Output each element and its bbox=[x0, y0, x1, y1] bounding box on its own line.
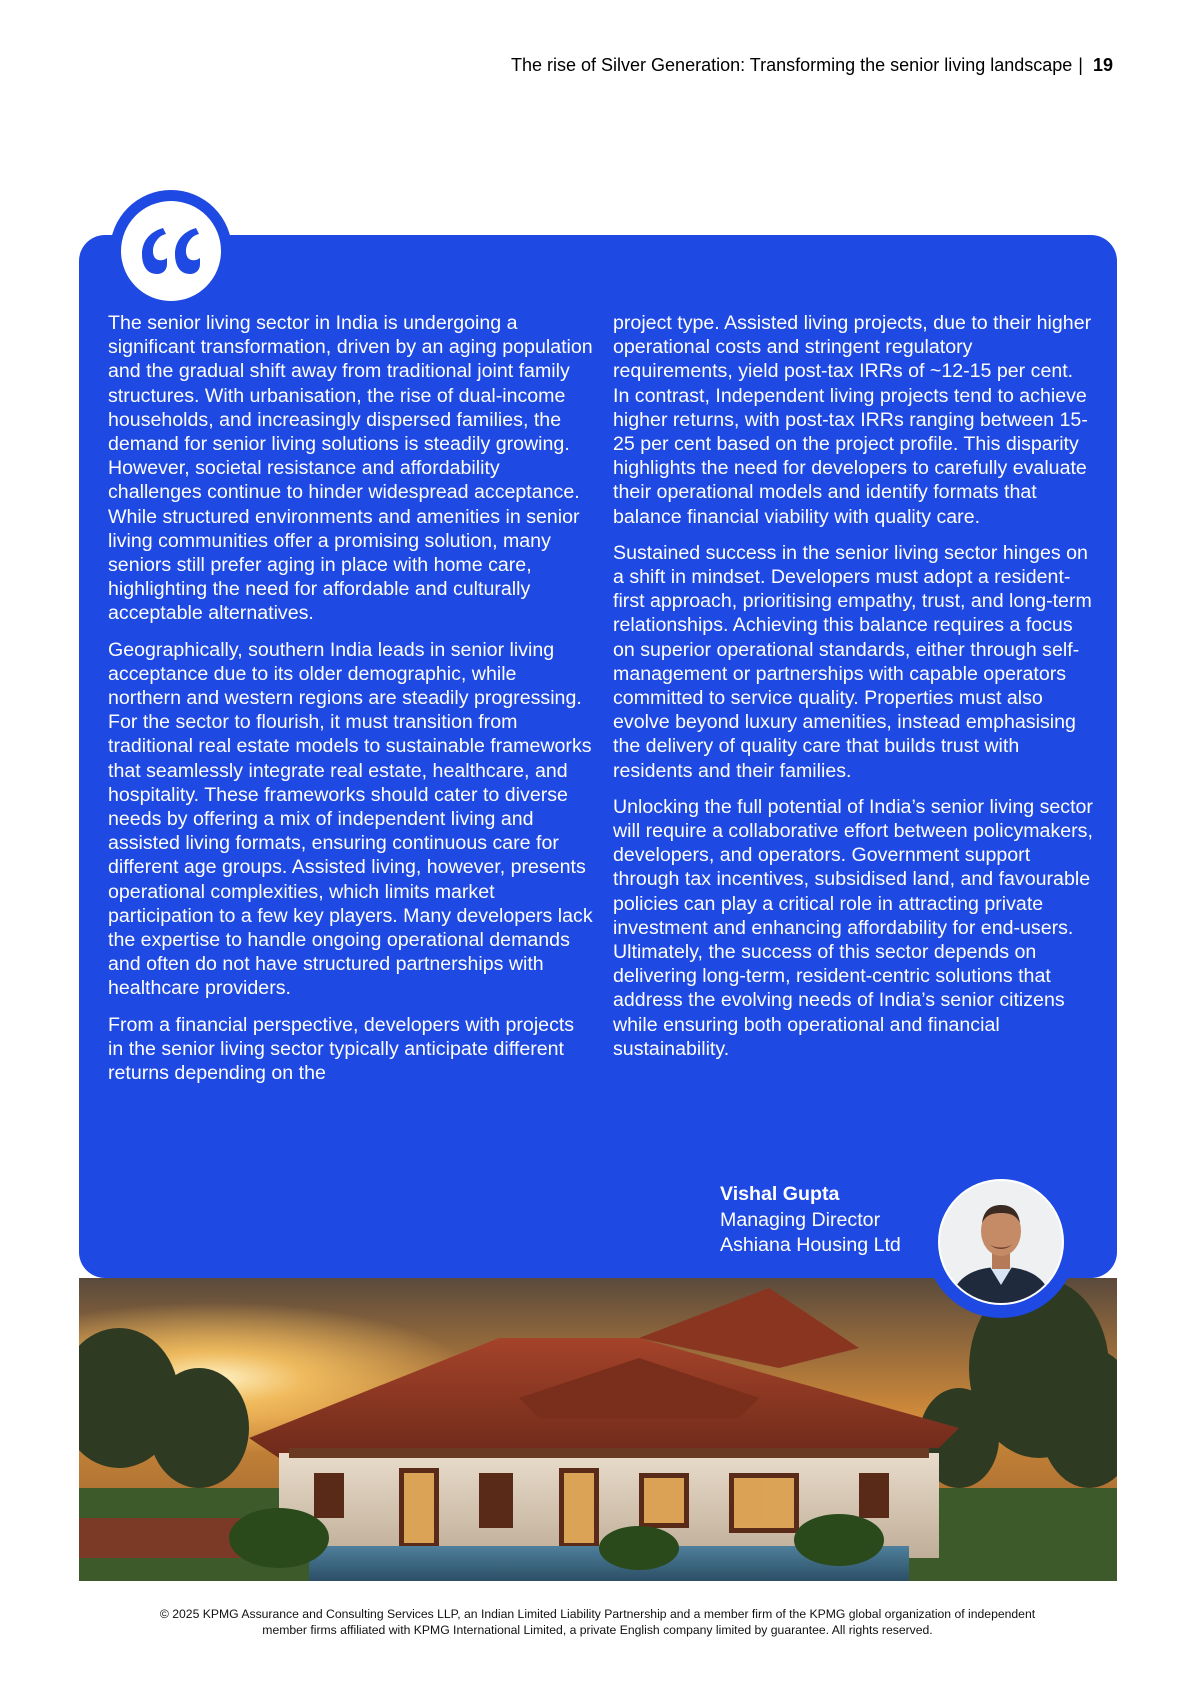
footer-line-1: © 2025 KPMG Assurance and Consulting Services LLP, an Indian Limited Liability Partnership and a member firm of the KPMG global organization of independent bbox=[159, 1607, 1036, 1621]
author-portrait bbox=[940, 1181, 1062, 1303]
quote-mark-svg bbox=[139, 224, 203, 278]
header-separator: | bbox=[1078, 54, 1083, 75]
paragraph: Sustained success in the senior living sector hinges on a shift in mindset. Developers must adopt a resident-first approach, prioritising empathy, trust, and long-term relationships. Achieving this balance requires a focus on superior operational standards, either through self-management or partnerships with capable operators committed to service quality. Properties must also evolve beyond luxury amenities, instead emphasising the delivery of quality care that builds trust with residents and their families. bbox=[613, 541, 1092, 782]
footer-line-2: member firms affiliated with KPMG International Limited, a private English company limited by guarantee. All rights reserved. bbox=[262, 1623, 933, 1637]
quote-mark-icon bbox=[121, 201, 221, 301]
author-photo bbox=[938, 1179, 1064, 1305]
paragraph: The senior living sector in India is undergoing a significant transformation, driven by an aging population and the gradual shift away from traditional joint family structures. With urbanisation, the rise of dual-income households, and increasingly dispersed families, the demand for senior living solutions is steadily growing. However, societal resistance and affordability challenges continue to hinder widespread acceptance. While structured environments and amenities in senior living communities offer a promising solution, many seniors still prefer aging in place with home care, highlighting the need for affordable and culturally acceptable alternatives. bbox=[108, 312, 593, 625]
quote-right-column bbox=[613, 311, 1093, 1073]
author-name: Vishal Gupta bbox=[720, 1183, 840, 1205]
house-illustration bbox=[79, 1278, 1117, 1581]
page-header bbox=[511, 52, 1113, 78]
author-block bbox=[720, 1182, 901, 1259]
paragraph: project type. Assisted living projects, due to their higher operational costs and stringent regulatory requirements, yield post-tax IRRs of ~12-15 per cent. In contrast, Independent living projects tend to achieve higher returns, with post-tax IRRs ranging between 15-25 per cent based on the project profile. This disparity highlights the need for developers to carefully evaluate their operational models and identify formats that balance financial viability with quality care. bbox=[613, 312, 1092, 528]
paragraph: Geographically, southern India leads in senior living acceptance due to its older demographic, while northern and western regions are steadily progressing. For the sector to flourish, it must transition from traditional real estate models to sustainable frameworks that seamlessly integrate real estate, healthcare, and hospitality. These frameworks should cater to diverse needs by offering a mix of independent living and assisted living formats, ensuring continuous care for different age groups. Assisted living, however, presents operational complexities, which limits market participation to a few key players. Many developers lack the expertise to handle ongoing operational demands and often do not have structured partnerships with healthcare providers. bbox=[108, 638, 593, 1000]
header-title: The rise of Silver Generation: Transforming the senior living landscape bbox=[511, 54, 1073, 75]
house-photo bbox=[79, 1278, 1117, 1581]
quote-left-column bbox=[108, 311, 593, 1097]
paragraph: From a financial perspective, developers with projects in the senior living sector typically anticipate different returns depending on the bbox=[108, 1013, 575, 1085]
author-role: Managing Director bbox=[720, 1208, 881, 1231]
paragraph: Unlocking the full potential of India’s senior living sector will require a collaborative effort between policymakers, developers, and operators. Government support through tax incentives, subsidised land, and favourable policies can play a critical role in attracting private investment and enhancing affordability for end-users. Ultimately, the success of this sector depends on delivering long-term, resident-centric solutions that address the evolving needs of India’s senior citizens while ensuring both operational and financial sustainability. bbox=[613, 795, 1093, 1060]
copyright-footer bbox=[70, 1606, 1125, 1638]
page-number: 19 bbox=[1092, 54, 1113, 75]
author-company: Ashiana Housing Ltd bbox=[720, 1234, 901, 1256]
